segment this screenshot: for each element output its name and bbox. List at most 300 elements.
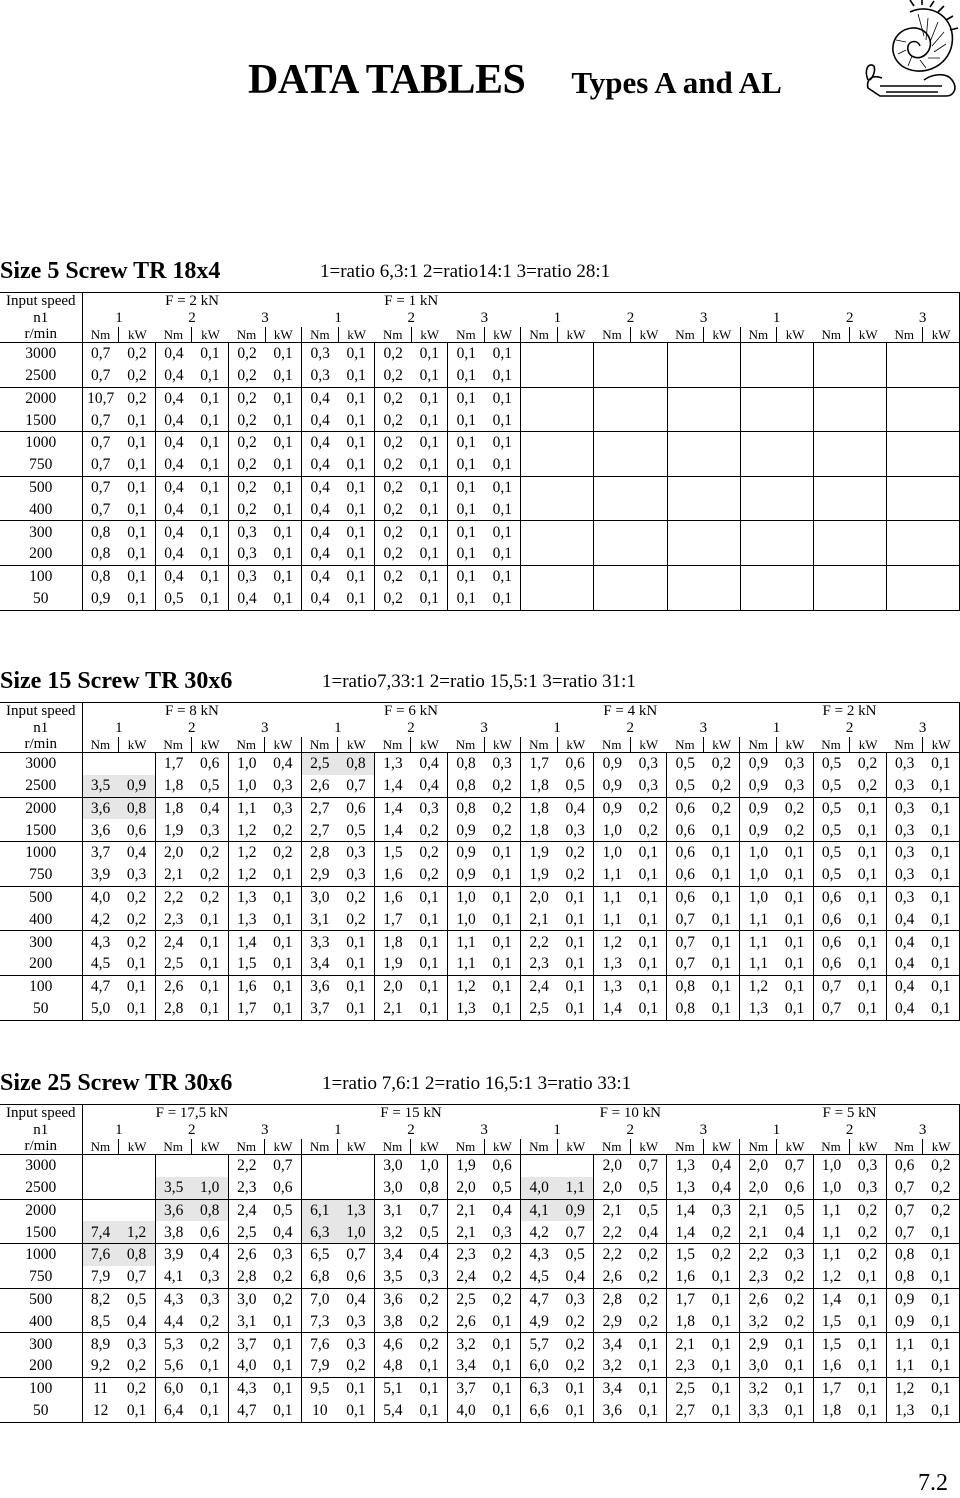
- power-cell: 0,2: [200, 1312, 220, 1330]
- power-cell: 0,7: [346, 776, 366, 794]
- power-cell: [923, 499, 960, 521]
- power-cell: 0,5: [492, 1178, 512, 1196]
- torque-unit-label: Nm: [448, 737, 485, 753]
- speed-cell: 300: [0, 521, 82, 543]
- torque-cell: 1,3: [228, 886, 265, 908]
- table-row: [0, 864, 960, 886]
- power-cell: 0,1: [850, 1377, 887, 1399]
- torque-cell: [155, 1155, 192, 1177]
- torque-cell: 0,4: [155, 521, 192, 543]
- power-cell: 0,1: [492, 910, 512, 928]
- ratio-number: 3: [699, 310, 708, 326]
- torque-cell: 0,4: [155, 432, 192, 454]
- torque-cell: 10,7: [82, 387, 119, 409]
- power-cell: [631, 521, 668, 543]
- power-cell: 0,5: [419, 1223, 439, 1241]
- power-cell: 0,1: [127, 456, 147, 474]
- torque-cell: 0,1: [448, 543, 485, 565]
- power-cell: 0,1: [484, 842, 521, 864]
- power-cell: [119, 753, 156, 775]
- torque-cell: 3,0: [374, 1155, 411, 1177]
- power-cell: [923, 365, 960, 387]
- torque-cell: 0,4: [155, 543, 192, 565]
- power-cell: 0,2: [630, 1288, 667, 1310]
- torque-cell: 2,1: [448, 1199, 485, 1221]
- torque-cell: 9,5: [301, 1377, 338, 1399]
- power-cell: 0,7: [273, 1157, 293, 1175]
- torque-cell: [594, 387, 631, 409]
- power-cell: [631, 565, 668, 587]
- power-cell: [923, 432, 960, 454]
- power-cell: [557, 387, 594, 409]
- power-cell: 0,3: [419, 1268, 439, 1286]
- power-cell: [850, 432, 887, 454]
- power-cell: 0,1: [630, 1377, 667, 1399]
- ratio-header-row: [0, 721, 960, 737]
- torque-unit-label: Nm: [228, 1139, 265, 1155]
- power-cell: 0,1: [200, 456, 220, 474]
- torque-cell: 0,5: [813, 819, 850, 841]
- torque-cell: 2,0: [594, 1177, 631, 1199]
- torque-cell: 0,4: [886, 998, 923, 1020]
- power-cell: 0,4: [273, 755, 293, 773]
- torque-cell: 2,3: [667, 1355, 704, 1377]
- speed-cell: 750: [0, 1266, 82, 1288]
- torque-cell: [813, 565, 850, 587]
- torque-cell: 1,4: [667, 1221, 704, 1243]
- torque-cell: 1,1: [448, 931, 485, 953]
- torque-cell: [740, 499, 777, 521]
- torque-cell: [594, 343, 631, 365]
- power-cell: 0,1: [411, 931, 448, 953]
- torque-cell: 5,0: [82, 998, 119, 1020]
- power-cell: [704, 343, 741, 365]
- power-cell: 0,1: [265, 1377, 302, 1399]
- power-unit-label: kW: [630, 1139, 667, 1155]
- power-cell: 0,2: [784, 1268, 805, 1286]
- torque-cell: 0,3: [229, 565, 266, 587]
- table-row: [0, 1333, 960, 1355]
- torque-unit-label: Nm: [521, 737, 558, 753]
- power-cell: 0,1: [630, 886, 667, 908]
- ratio-number: 3: [261, 1122, 269, 1138]
- power-cell: 0,3: [338, 1333, 375, 1355]
- torque-cell: 3,6: [594, 1400, 631, 1422]
- torque-cell: 1,3: [228, 909, 265, 931]
- torque-cell: 4,3: [82, 931, 119, 953]
- table-row: [0, 565, 960, 587]
- torque-cell: 1,8: [521, 775, 558, 797]
- torque-cell: 2,9: [594, 1311, 631, 1333]
- torque-cell: 1,0: [813, 1155, 850, 1177]
- power-cell: [923, 565, 960, 587]
- power-cell: 0,8: [119, 1244, 156, 1266]
- power-cell: 0,2: [119, 387, 156, 409]
- torque-cell: 0,6: [813, 886, 850, 908]
- power-cell: [704, 432, 741, 454]
- torque-cell: 5,4: [374, 1400, 411, 1422]
- speed-cell: 400: [0, 909, 82, 931]
- torque-cell: 0,3: [886, 842, 923, 864]
- table-row: [0, 1288, 960, 1310]
- size-25-data-table: [0, 1104, 960, 1423]
- speed-cell: 100: [0, 565, 82, 587]
- power-cell: 0,1: [711, 866, 732, 884]
- power-cell: 0,9: [557, 1199, 594, 1221]
- power-cell: 0,3: [557, 1288, 594, 1310]
- power-cell: 0,5: [630, 1199, 667, 1221]
- power-cell: 0,1: [850, 975, 887, 997]
- torque-cell: 1,2: [448, 975, 485, 997]
- torque-cell: 1,8: [155, 797, 192, 819]
- power-cell: [631, 454, 668, 476]
- power-cell: 0,1: [703, 886, 740, 908]
- power-unit-label: kW: [923, 1139, 960, 1155]
- power-cell: [923, 454, 960, 476]
- torque-unit-label: Nm: [740, 327, 777, 343]
- power-cell: [704, 588, 741, 610]
- power-cell: 0,1: [419, 1357, 439, 1375]
- torque-cell: 2,7: [301, 819, 338, 841]
- torque-cell: 0,2: [375, 387, 412, 409]
- torque-cell: 0,7: [813, 998, 850, 1020]
- power-cell: [631, 588, 668, 610]
- torque-cell: 1,9: [521, 842, 558, 864]
- power-cell: 0,1: [630, 998, 667, 1020]
- torque-cell: 1,0: [594, 842, 631, 864]
- torque-cell: 4,7: [228, 1400, 265, 1422]
- power-cell: 0,1: [492, 411, 513, 429]
- power-cell: [631, 409, 668, 431]
- power-cell: 0,1: [338, 565, 375, 587]
- ratio-number: 2: [407, 1122, 415, 1138]
- torque-cell: 1,3: [886, 1400, 923, 1422]
- power-cell: 0,1: [492, 955, 512, 973]
- speed-cell: 100: [0, 975, 82, 997]
- speed-cell: 50: [0, 1400, 82, 1422]
- torque-unit-label: Nm: [448, 1139, 485, 1155]
- torque-cell: 0,5: [813, 753, 850, 775]
- power-cell: 0,1: [484, 886, 521, 908]
- torque-cell: [813, 365, 850, 387]
- torque-cell: 2,0: [594, 1155, 631, 1177]
- power-cell: [850, 409, 887, 431]
- power-cell: 0,2: [703, 1244, 740, 1266]
- torque-cell: 1,8: [521, 797, 558, 819]
- torque-cell: 2,3: [521, 953, 558, 975]
- table-row: [0, 886, 960, 908]
- power-unit-label: kW: [192, 737, 229, 753]
- ratio-number: 2: [187, 1122, 196, 1138]
- torque-cell: 0,4: [155, 565, 192, 587]
- power-cell: 0,1: [346, 456, 366, 474]
- power-cell: [704, 409, 741, 431]
- ratio-number: 1: [115, 720, 123, 736]
- torque-cell: 0,5: [667, 753, 704, 775]
- power-cell: 0,1: [192, 975, 229, 997]
- torque-cell: [594, 454, 631, 476]
- size-15-data-table: [0, 702, 960, 1021]
- power-cell: 0,1: [338, 588, 375, 610]
- torque-cell: 1,6: [374, 864, 411, 886]
- power-cell: 0,2: [484, 797, 521, 819]
- torque-cell: 0,8: [667, 975, 704, 997]
- torque-cell: 3,7: [301, 998, 338, 1020]
- size-5-heading: [0, 258, 611, 285]
- torque-cell: 1,1: [228, 797, 265, 819]
- torque-cell: 2,4: [228, 1199, 265, 1221]
- power-unit-label: kW: [338, 1139, 375, 1155]
- ratio-number: 2: [188, 310, 196, 326]
- torque-cell: 0,6: [886, 1155, 923, 1177]
- power-cell: 0,1: [923, 797, 960, 819]
- power-cell: 0,3: [784, 776, 805, 794]
- torque-cell: [594, 409, 631, 431]
- power-cell: 0,1: [565, 955, 585, 973]
- torque-cell: 0,2: [375, 499, 412, 521]
- power-cell: 0,1: [784, 1357, 805, 1375]
- torque-cell: 4,2: [521, 1221, 558, 1243]
- power-cell: 0,1: [703, 1377, 740, 1399]
- torque-cell: 3,8: [374, 1311, 411, 1333]
- power-cell: 0,1: [630, 975, 667, 997]
- power-cell: 0,8: [338, 753, 375, 775]
- torque-cell: 3,6: [301, 975, 338, 997]
- table-row: [0, 1221, 960, 1243]
- torque-cell: 2,1: [667, 1333, 704, 1355]
- torque-cell: 1,1: [448, 953, 485, 975]
- power-cell: 0,1: [200, 910, 220, 928]
- torque-cell: 3,4: [448, 1355, 485, 1377]
- power-cell: 0,2: [192, 886, 229, 908]
- table-row: [0, 953, 960, 975]
- power-cell: 0,6: [346, 1268, 366, 1286]
- torque-cell: 0,3: [302, 365, 339, 387]
- power-cell: [557, 365, 594, 387]
- torque-cell: 0,1: [448, 365, 485, 387]
- power-cell: [923, 409, 960, 431]
- torque-cell: 2,0: [155, 842, 192, 864]
- torque-cell: [740, 476, 777, 498]
- power-cell: 0,1: [923, 998, 960, 1020]
- power-cell: 0,1: [711, 910, 732, 928]
- power-cell: 0,1: [484, 588, 521, 610]
- torque-cell: 1,4: [374, 819, 411, 841]
- power-cell: 0,2: [265, 842, 302, 864]
- power-unit-label: kW: [265, 737, 302, 753]
- power-cell: 0,1: [265, 886, 302, 908]
- torque-cell: 0,1: [448, 588, 485, 610]
- torque-cell: 0,2: [229, 387, 266, 409]
- torque-cell: 1,7: [521, 753, 558, 775]
- power-cell: 0,2: [711, 755, 732, 773]
- torque-cell: 0,7: [82, 343, 119, 365]
- torque-cell: 0,7: [886, 1221, 923, 1243]
- power-cell: 0,1: [338, 387, 375, 409]
- power-cell: 0,1: [265, 387, 302, 409]
- power-cell: 0,4: [192, 797, 229, 819]
- torque-cell: 0,4: [886, 953, 923, 975]
- torque-cell: [667, 365, 704, 387]
- power-cell: 0,1: [419, 500, 439, 518]
- table-row: [0, 1244, 960, 1266]
- torque-cell: 2,6: [155, 975, 192, 997]
- ratio-number: 3: [886, 721, 959, 737]
- power-unit-label: kW: [703, 737, 740, 753]
- table-row: [0, 797, 960, 819]
- torque-cell: [521, 343, 558, 365]
- power-cell: [704, 365, 741, 387]
- torque-cell: 2,2: [155, 886, 192, 908]
- torque-unit-label: Nm: [82, 1139, 119, 1155]
- torque-cell: [813, 343, 850, 365]
- torque-cell: 2,7: [301, 797, 338, 819]
- n1-label: n1: [0, 1123, 82, 1139]
- torque-cell: 1,1: [594, 909, 631, 931]
- speed-cell: 1500: [0, 1221, 82, 1243]
- power-cell: [704, 454, 741, 476]
- torque-unit-label: Nm: [667, 1139, 704, 1155]
- power-cell: [850, 476, 887, 498]
- torque-unit-label: Nm: [521, 1139, 558, 1155]
- torque-cell: 7,6: [82, 1244, 119, 1266]
- torque-cell: 4,3: [521, 1244, 558, 1266]
- rpm-label: r/min: [0, 327, 82, 343]
- power-cell: 0,2: [557, 842, 594, 864]
- power-cell: 0,1: [411, 886, 448, 908]
- torque-cell: [886, 409, 923, 431]
- power-cell: 0,8: [419, 1178, 439, 1196]
- speed-cell: 750: [0, 454, 82, 476]
- page-subtitle: Types A and AL: [571, 65, 782, 100]
- torque-cell: 0,1: [448, 499, 485, 521]
- torque-cell: 2,0: [740, 1177, 777, 1199]
- torque-unit-label: Nm: [594, 1139, 631, 1155]
- power-cell: 0,2: [192, 1333, 229, 1355]
- power-unit-label: kW: [484, 327, 521, 343]
- torque-cell: 2,8: [594, 1288, 631, 1310]
- size-5-title: Size 5 Screw TR 18x4: [0, 258, 221, 284]
- torque-cell: 0,2: [229, 365, 266, 387]
- torque-cell: 12: [82, 1400, 119, 1422]
- power-cell: 0,1: [411, 476, 448, 498]
- power-cell: 0,1: [265, 521, 302, 543]
- power-cell: 0,2: [119, 1377, 156, 1399]
- power-cell: 0,1: [850, 1333, 887, 1355]
- torque-cell: 2,1: [521, 909, 558, 931]
- power-cell: 0,1: [857, 1268, 878, 1286]
- torque-cell: 1,5: [813, 1333, 850, 1355]
- torque-cell: 2,6: [228, 1244, 265, 1266]
- power-cell: 0,1: [411, 565, 448, 587]
- power-unit-label: kW: [777, 327, 814, 343]
- size-15-heading: [0, 668, 636, 695]
- power-cell: [704, 565, 741, 587]
- power-cell: 0,2: [419, 821, 439, 839]
- power-cell: 0,4: [126, 1312, 147, 1330]
- ratio-number: 1: [115, 1122, 123, 1138]
- power-cell: 0,1: [265, 588, 302, 610]
- torque-cell: 2,2: [594, 1221, 631, 1243]
- power-cell: 0,2: [492, 821, 512, 839]
- power-cell: [557, 454, 594, 476]
- power-cell: 0,1: [119, 1400, 156, 1422]
- torque-cell: [886, 454, 923, 476]
- torque-cell: 8,2: [82, 1288, 119, 1310]
- power-cell: 0,6: [200, 755, 220, 773]
- table-row: [0, 909, 960, 931]
- power-cell: [631, 476, 668, 498]
- power-cell: 0,7: [784, 1157, 805, 1175]
- power-cell: 0,1: [119, 975, 156, 997]
- power-cell: 0,1: [776, 998, 813, 1020]
- power-cell: 0,1: [557, 1377, 594, 1399]
- torque-cell: 1,2: [740, 975, 777, 997]
- page-title: DATA TABLES: [248, 57, 526, 103]
- torque-unit-label: Nm: [667, 737, 704, 753]
- power-cell: 0,2: [127, 345, 147, 363]
- torque-cell: 3,4: [594, 1333, 631, 1355]
- power-cell: 0,1: [923, 1266, 960, 1288]
- power-cell: [777, 476, 814, 498]
- torque-cell: 1,3: [594, 975, 631, 997]
- torque-cell: [740, 409, 777, 431]
- power-cell: 0,4: [784, 1223, 805, 1241]
- power-cell: 0,2: [711, 1223, 732, 1241]
- speed-cell: 500: [0, 1288, 82, 1310]
- torque-cell: 5,6: [155, 1355, 192, 1377]
- torque-cell: [740, 387, 777, 409]
- torque-cell: [813, 476, 850, 498]
- power-cell: 0,1: [119, 998, 156, 1020]
- power-cell: 0,6: [492, 1157, 512, 1175]
- power-unit-label: kW: [484, 737, 521, 753]
- torque-cell: 2,1: [594, 1199, 631, 1221]
- power-cell: 0,2: [273, 1268, 293, 1286]
- torque-unit-label: Nm: [229, 327, 266, 343]
- power-cell: 0,4: [711, 1178, 732, 1196]
- torque-cell: 1,4: [374, 775, 411, 797]
- torque-cell: [813, 454, 850, 476]
- torque-cell: 3,0: [740, 1355, 777, 1377]
- torque-cell: 0,8: [886, 1266, 923, 1288]
- power-unit-label: kW: [265, 1139, 302, 1155]
- power-cell: 0,5: [638, 1178, 658, 1196]
- speed-cell: 2000: [0, 1199, 82, 1221]
- power-cell: 0,3: [784, 755, 805, 773]
- power-cell: 0,1: [127, 545, 147, 563]
- torque-cell: 0,9: [740, 775, 777, 797]
- torque-cell: 1,1: [813, 1199, 850, 1221]
- torque-cell: 2,4: [448, 1266, 485, 1288]
- torque-cell: 2,9: [301, 864, 338, 886]
- power-cell: 0,1: [346, 545, 366, 563]
- torque-cell: 2,0: [521, 886, 558, 908]
- torque-cell: 7,0: [301, 1288, 338, 1310]
- input-speed-label: Input speed: [0, 1105, 82, 1123]
- force-header: [740, 293, 959, 311]
- power-cell: 0,1: [776, 931, 813, 953]
- torque-cell: 8,9: [82, 1333, 119, 1355]
- power-cell: 0,2: [638, 821, 658, 839]
- torque-cell: [886, 343, 923, 365]
- power-cell: 0,1: [776, 1400, 813, 1422]
- torque-cell: [667, 432, 704, 454]
- torque-cell: 1,0: [228, 753, 265, 775]
- table-row: [0, 775, 960, 797]
- torque-cell: [740, 343, 777, 365]
- torque-cell: [521, 521, 558, 543]
